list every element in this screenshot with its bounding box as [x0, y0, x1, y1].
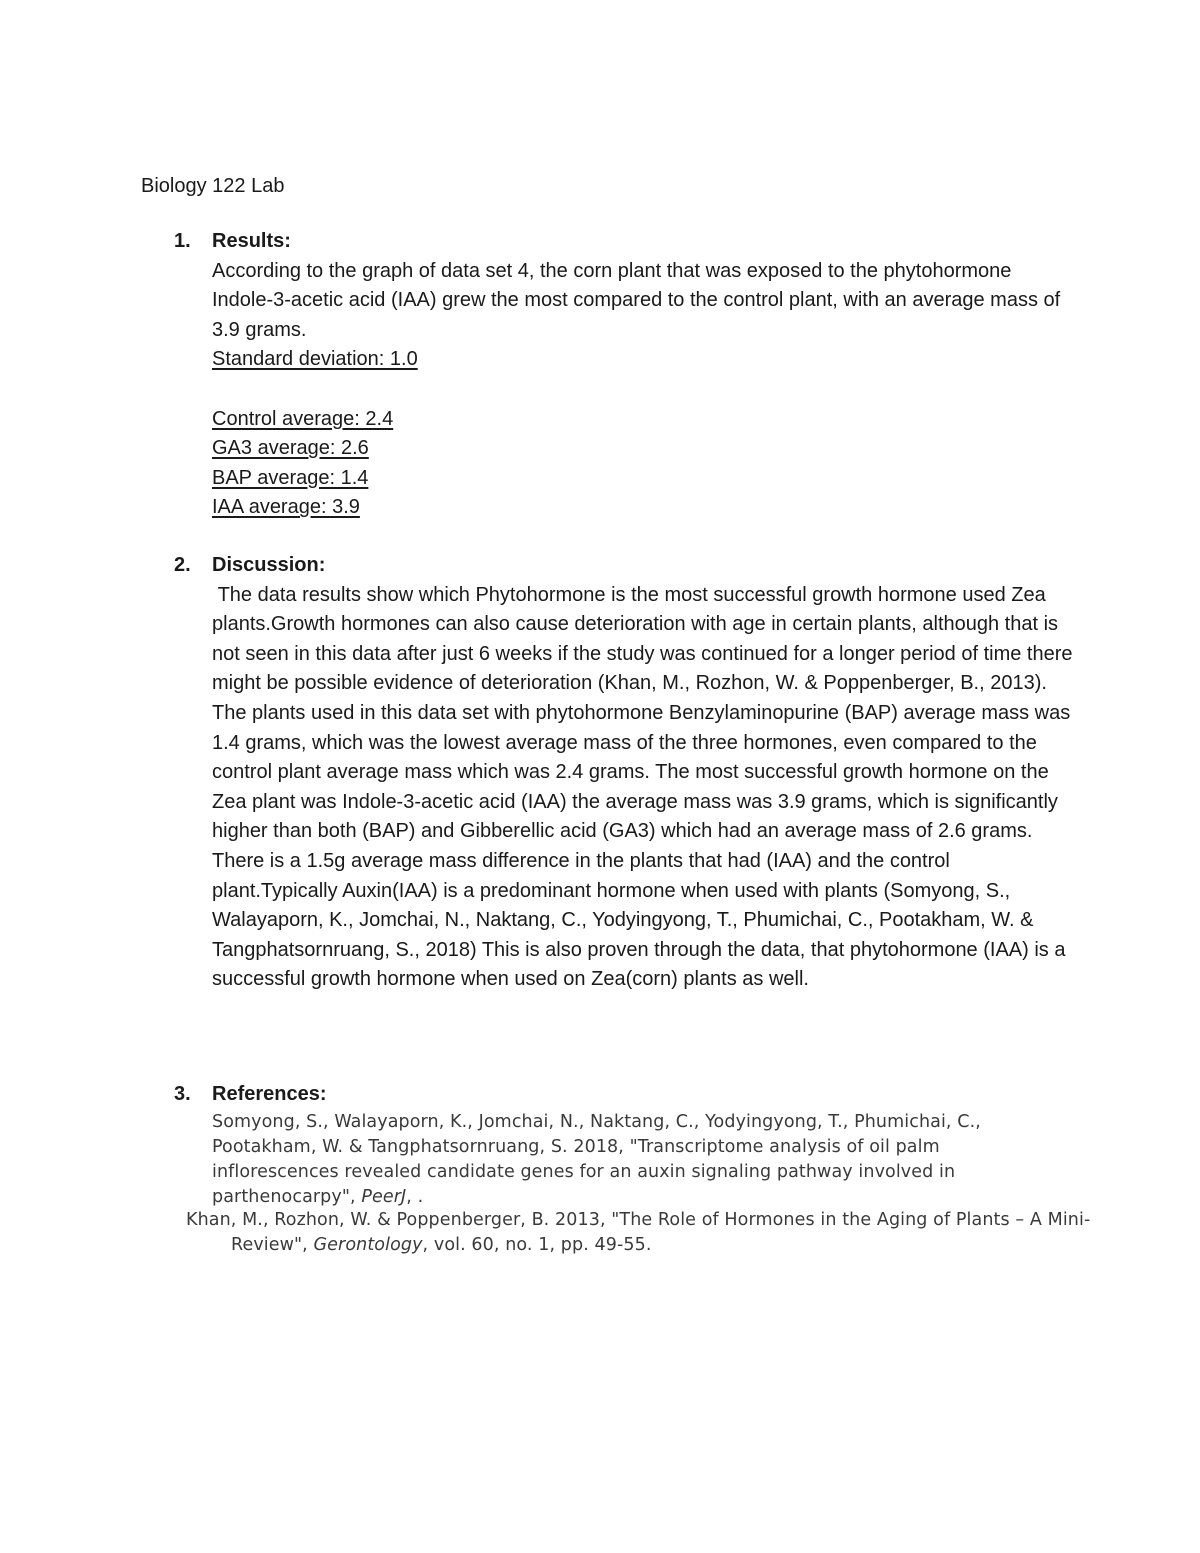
reference-journal: Gerontology: [313, 1235, 423, 1255]
discussion-section: [174, 551, 1079, 995]
results-number: 1.: [174, 230, 191, 252]
average-line: [174, 405, 1074, 435]
reference-tail: , vol. 60, no. 1, pp. 49-55.: [422, 1235, 652, 1255]
references-number: 3.: [174, 1083, 191, 1105]
reference-text: Khan, M., Rozhon, W. & Poppenberger, B. 2013, "The Role of Hormones in the Aging of Plants – A Mini-Review",: [186, 1210, 1091, 1255]
reference-tail: , .: [406, 1186, 424, 1207]
reference-entry-somyong: [174, 1110, 1012, 1210]
reference-text: Somyong, S., Walayaporn, K., Jomchai, N., Naktang, C., Yodyingyong, T., Phumichai, C., Pootakham, W. & Tangphatsornruang, S. 2018, "Transcriptome analysis of oil palm inflorescences revealed candidate genes for an auxin signaling pathway involved in parthenocarpy",: [212, 1111, 981, 1207]
results-section: [174, 227, 1074, 523]
average-line: [174, 493, 1074, 523]
discussion-heading-text: Discussion:: [212, 554, 326, 576]
results-heading-text: Results:: [212, 230, 291, 252]
discussion-heading: [174, 551, 1074, 581]
ga3-average: GA3 average: 2.6: [212, 437, 369, 460]
document-title: Biology 122 Lab: [141, 175, 285, 197]
iaa-average: IAA average: 3.9: [212, 496, 360, 519]
control-average: Control average: 2.4: [212, 407, 394, 430]
discussion-paragraph: The data results show which Phytohormone is the most successful growth hormone used Zea plants.Growth hormones can also cause deterioration with age in certain plants, although that is not seen in this data after just 6 weeks if the study was continued for a longer period of time there might be possible evidence of deterioration (Khan, M., Rozhon, W. & Poppenberger, B., 2013). The plants used in this data set with phytohormone Benzylaminopurine (BAP) average mass was 1.4 grams, which was the lowest average mass of the three hormones, even compared to the control plant average mass which was 2.4 grams. The most successful growth hormone on the Zea plant was Indole-3-acetic acid (IAA) the average mass was 3.9 grams, which is significantly higher than both (BAP) and Gibberellic acid (GA3) which had an average mass of 2.6 grams. There is a 1.5g average mass difference in the plants that had (IAA) and the control plant.Typically Auxin(IAA) is a predominant hormone when used with plants (Somyong, S., Walayaporn, K., Jomchai, N., Naktang, C., Yodyingyong, T., Phumichai, C., Pootakham, W. & Tangphatsornruang, S., 2018) This is also proven through the data, that phytohormone (IAA) is a successful growth hormone when used on Zea(corn) plants as well.: [212, 583, 1079, 991]
spacer: [174, 375, 1074, 405]
reference-journal: PeerJ: [361, 1186, 407, 1207]
std-dev-text: Standard deviation: 1.0: [212, 348, 418, 371]
reference-entry-khan: [186, 1208, 1111, 1258]
std-dev-line: [174, 345, 1074, 375]
references-section: [174, 1080, 1074, 1210]
bap-average: BAP average: 1.4: [212, 466, 369, 489]
discussion-number: 2.: [174, 554, 191, 576]
references-heading: [174, 1080, 1074, 1110]
results-heading: [174, 227, 1074, 257]
references-heading-text: References:: [212, 1083, 327, 1105]
results-paragraph: According to the graph of data set 4, the corn plant that was exposed to the phytohormone Indole-3-acetic acid (IAA) grew the most compared to the control plant, with an average mass of 3.9 grams.: [212, 259, 1061, 341]
average-line: [174, 434, 1074, 464]
average-line: [174, 464, 1074, 494]
